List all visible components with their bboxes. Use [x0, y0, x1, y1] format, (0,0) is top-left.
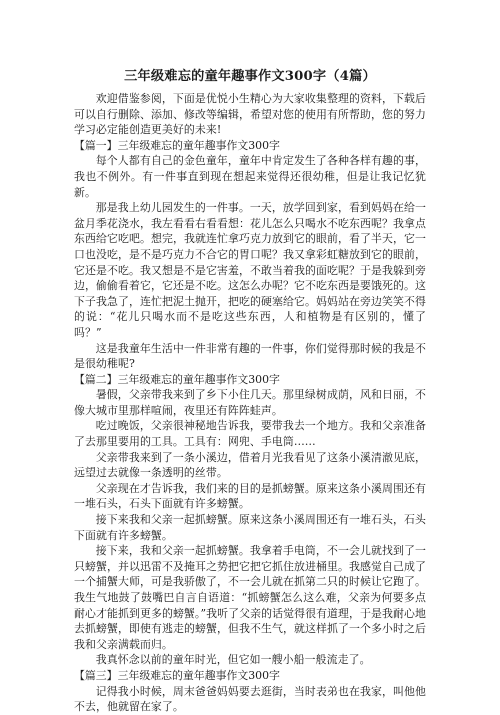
- body-paragraph: 接下来，我和父亲一起抓螃蟹。我拿着手电筒，不一会儿就找到了一只螃蟹，并以迅雷不及掩耳之势把它把它抓住放进桶里。我感觉自己成了一个捕蟹大师，可是我骄傲了，不一会儿就在抓第二只的时候让它跑了。我生气地鼓了鼓嘴巴自言自语道：“抓螃蟹怎么这么难，父亲为何要多点耐心才能抓到更多的螃蟹。”我听了父亲的话觉得很有道理，于是我耐心地去抓螃蟹，即使有逃走的螃蟹，但我不生气，就这样抓了一个多小时之后我和父亲满载而归。: [74, 544, 426, 651]
- document-title: 三年级难忘的童年趣事作文300字（4篇）: [124, 69, 376, 84]
- section-heading: 【篇二】三年级难忘的童年趣事作文300字: [74, 372, 280, 386]
- body-paragraph: 吃过晚饭，父亲很神秘地告诉我，要带我去一个地方。我和父亲准备了去那里要用的工具。工具有：网兜、手电筒……: [74, 419, 426, 449]
- body-paragraph: 这是我童年生活中一件非常有趣的一件事，你们觉得那时候的我是不是很幼稚呢?: [74, 341, 426, 371]
- intro-paragraph: 欢迎借鉴参阅，下面是优悦小生精心为大家收集整理的资料，下载后可以自行删除、添加、修改等编辑，希望对您的使用有所帮助，您的努力学习必定能创造更美好的未来!: [74, 92, 426, 137]
- body-paragraph: 那是我上幼儿园发生的一件事。一天，放学回到家，看到妈妈在给一盆月季花浇水，我左看看右看看想：花儿怎么只喝水不吃东西呢？我拿点东西给它吃吧。想完，我就连忙拿巧克力放到它的眼前，看了半天，它一口也没吃，是不是巧克力不合它的胃口呢？我又拿彩虹糖放到它的眼前，它还是不吃。我又想是不是它害羞，不敢当着我的面吃呢？于是我躲到旁边，偷偷看着它，它还是不吃。这怎么办呢？它不吃东西是要饿死的。这下子我急了，连忙把泥土抛开，把吃的硬塞给它。妈妈站在旁边笑笑不得的说：“花儿只喝水而不是吃这些东西，人和植物是有区别的，懂了吗？”: [74, 201, 426, 339]
- section-3: [74, 668, 426, 715]
- section-1: [74, 138, 426, 372]
- body-paragraph: 每个人都有自己的金色童年，童年中肯定发生了各种各样有趣的事，我也不例外。有一件事直到现在想起来觉得还很幼稚，但是让我记忆犹新。: [74, 154, 426, 199]
- body-paragraph: 我真怀念以前的童年时光，但它如一艘小船一般流走了。: [95, 653, 371, 667]
- body-paragraph: 父亲带我来到了一条小溪边，借着月光我看见了这条小溪清澈见底，远望过去就像一条透明的丝带。: [74, 450, 426, 480]
- body-paragraph: 接下来我和父亲一起抓螃蟹。原来这条小溪周围还有一堆石头，石头下面就有许多螃蟹。: [74, 513, 426, 542]
- section-heading: 【篇一】三年级难忘的童年趣事作文300字: [74, 138, 280, 152]
- body-paragraph: 父亲现在才告诉我，我们来的目的是抓螃蟹。原来这条小溪周围还有一堆石头，石头下面就有许多螃蟹。: [74, 481, 426, 511]
- body-paragraph: 暑假，父亲带我来到了乡下小住几天。那里绿树成荫，风和日丽，不像大城市里那样喧闹，夜里还有阵阵蛙声。: [74, 388, 426, 417]
- section-2: [74, 372, 426, 668]
- body-paragraph: 记得我小时候，周末爸爸妈妈要去逛街，当时表弟也在我家，叫他他不去，他就留在家了。: [74, 684, 426, 714]
- section-heading: 【篇三】三年级难忘的童年趣事作文300字: [74, 668, 280, 682]
